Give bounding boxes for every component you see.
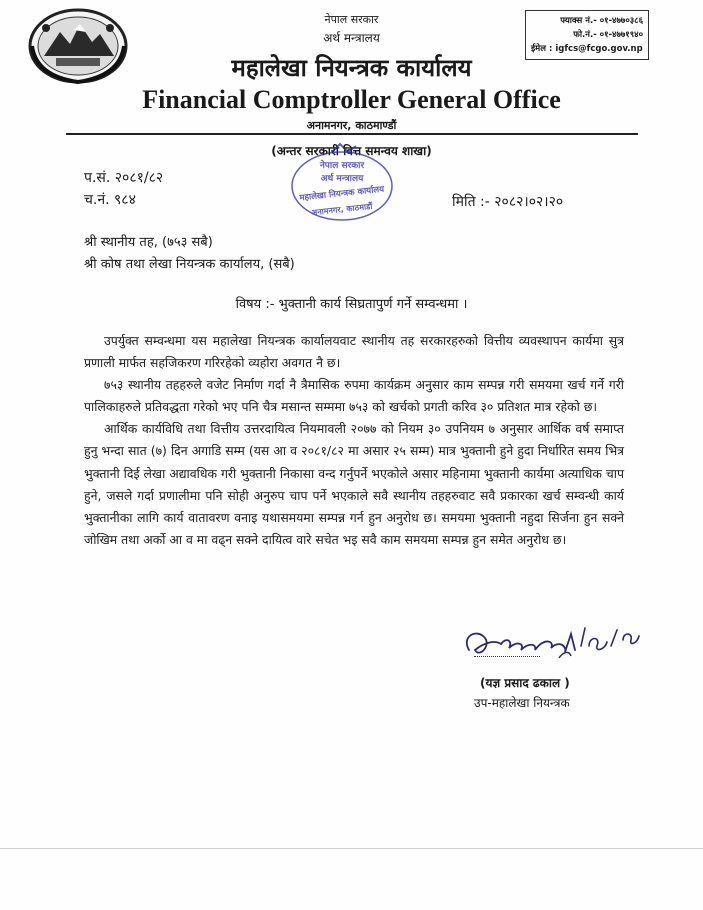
stamp-line-1: नेपाल सरकार [319,161,365,171]
body-paragraph-3: आर्थिक कार्यविधि तथा वित्तीय उत्तरदायित्व नियमावली २०७७ को नियम ३० उपनियम ७ अनुसार आर्थिक वर्ष समाप्त हुनु भन्दा सात (७) दिन अगाडि सम्म (यस आ व २०८१/८२ मा असार २५ सम्म) मात्र भुक्तानी हुने हुदा निर्धारित समय भित्र भुक्तानी दिई लेखा अद्यावधिक गरी भुक्तानी निकासा वन्द गर्नुपर्ने भएकोले असार महिनामा भुक्तानी कार्यमा अत्याधिक चाप हुने, जसले गर्दा प्रणालीमा पनि सोही अनुरुप चाप पर्ने भएकाले सवै स्थानीय तहहरुवाट सवै प्रकारका खर्च सम्वन्धी कार्य भुक्तानीका लागि कार्य वातावरण वनाइ यथासमयमा सम्पन्न गर्न हुन अनुरोध छ। समयमा भुक्तानी नहुदा सिर्जना हुन सक्ने जोखिम तथा अर्को आ व मा वढ्न सक्ने दायित्व वारे सचेत भइ सवै काम समयमा सम्पन्न हुन समेत अनुरोध छ। [84,421,624,547]
phone-number: फो.नं.- ०१-४७७१९४० [573,30,643,40]
letter-date: मिति :- २०८२।०२।२० [452,194,564,210]
recipient-local-levels: श्री स्थानीय तह, (७५३ सबै) [84,235,213,250]
handwritten-signature [455,606,655,668]
body-paragraph-2: ७५३ स्थानीय तहहरुले वजेट निर्माण गर्दा नै त्रैमासिक रुपमा कार्यक्रम अनुसार काम सम्पन्न गरी समयमा खर्च गर्ने गरी पालिकाहरुले प्रतिवद्धता गरेको भए पनि चैत्र मसान्त सम्ममा ७५३ को खर्चको प्रगती करिव ३० प्रतिशत मात्र रहेको छ। [84,377,624,415]
signatory-title: उप-महालेखा नियन्त्रक [474,696,570,710]
recipient-treasury-offices: श्री कोष तथा लेखा नियन्त्रक कार्यालय, (सबै) [84,257,295,272]
signature-line [474,656,540,657]
stamp-line-3: महालेखा नियन्त्रक कार्यालय [298,184,385,204]
email-address: ईमेल : igfcs@fcgo.gov.np [531,44,643,54]
header-divider [66,133,638,135]
government-name: नेपाल सरकार [324,13,379,26]
body-paragraph-1: उपर्युक्त सम्वन्धमा यस महालेखा नियन्त्रक कार्यालयवाट स्थानीय तह सरकारहरुको वित्तीय व्यवस्थापन कार्यमा सुत्र प्रणाली मार्फत सहजिकरण गरिरहेको व्यहोरा अवगत नै छ। [84,333,624,371]
office-stamp [270,138,420,228]
fax-number: फ्याक्स नं.- ०१-४७७०३८६ [560,16,643,26]
letter-subject: विषय :- भुक्तानी कार्य सिघ्रतापुर्ण गर्ने सम्वन्धमा । [235,297,468,312]
stamp-line-4: अनामनगर, काठमाडौं [310,201,373,218]
office-name-nepali: महालेखा नियन्त्रक कार्यालय [231,54,472,82]
signatory-name: (यज्ञ प्रसाद ढकाल ) [480,676,570,690]
branch-name: (अन्तर सरकारी वित्त समन्वय शाखा) [271,144,432,158]
office-location: अनामनगर, काठमाण्डौं [306,119,397,132]
page-fold-line [0,848,703,849]
stamp-line-2: अर्थ मन्त्रालय [320,174,364,184]
letter-body [84,330,624,551]
dispatch-number: च.नं. ९८४ [84,192,136,208]
letter-number: प.सं. २०८१/८२ [84,170,164,186]
office-name-english: Financial Comptroller General Office [142,85,561,114]
ministry-name: अर्थ मन्त्रालय [323,31,380,45]
